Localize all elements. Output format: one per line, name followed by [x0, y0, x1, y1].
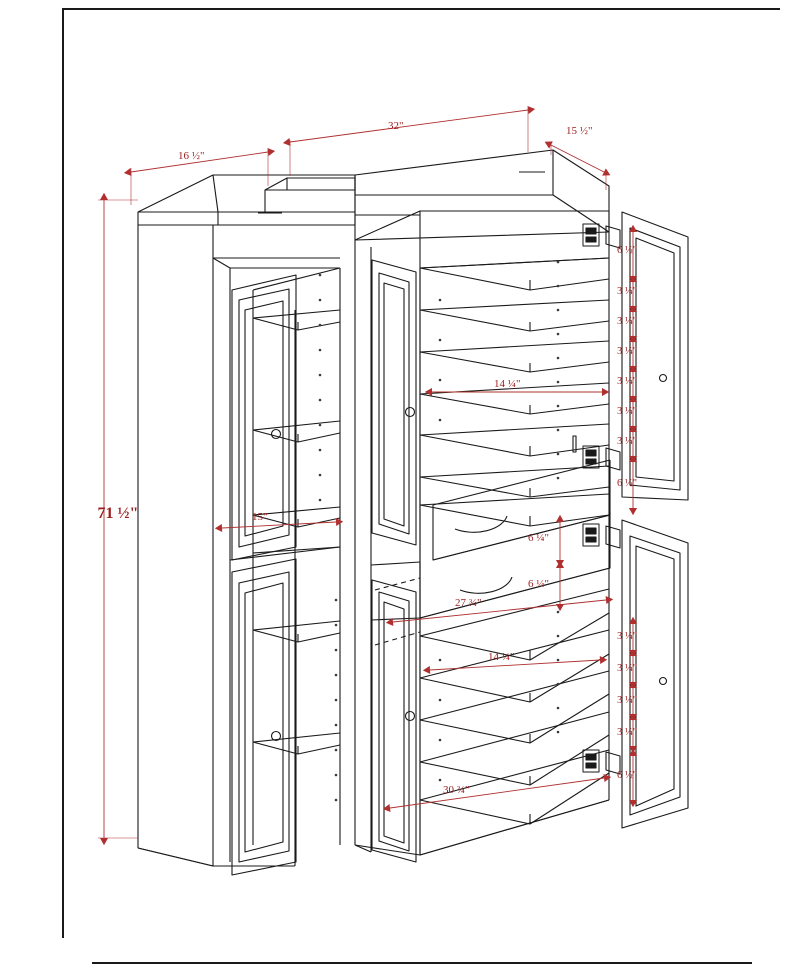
dimension-right-upper-0: 6 ½"	[617, 245, 638, 256]
dimension-overall-height: 71 ½"	[97, 505, 139, 522]
dimension-right-lower-4: 6 ½"	[617, 770, 638, 781]
dimension-right-lower-1: 3 ¼"	[617, 663, 638, 674]
dimension-top-depth-right: 15 ½"	[566, 125, 593, 137]
dimension-right-upper-2: 3 ¼"	[617, 316, 638, 327]
dimension-right-upper-3: 3 ¼"	[617, 346, 638, 357]
dimension-drawer-height-0: 6 ¼"	[528, 532, 549, 544]
dimension-bottom-interior-width: 30 ¾"	[443, 784, 470, 796]
dimension-right-upper-6: 3 ¼"	[617, 436, 638, 447]
dimension-right-lower-2: 3 ¼"	[617, 695, 638, 706]
dimension-right-upper-5: 3 ¼"	[617, 406, 638, 417]
dimension-right-lower-3: 3 ¼"	[617, 727, 638, 738]
dimension-drawer-width: 27 ¾"	[455, 597, 482, 609]
dimension-drawer-height-1: 6 ¼"	[528, 578, 549, 590]
dimension-right-upper-1: 3 ¼"	[617, 286, 638, 297]
dimension-shelf-width-lower: 14 ¼"	[488, 651, 515, 663]
dimension-shelf-width-upper: 14 ¼"	[494, 378, 521, 390]
dimension-top-width-main: 32"	[388, 120, 404, 132]
dimension-right-upper-4: 3 ¼"	[617, 376, 638, 387]
dimension-top-depth-left: 16 ½"	[178, 150, 205, 162]
dimension-right-upper-7: 6 ½"	[617, 478, 638, 489]
dimension-left-interior-width: 15"	[252, 511, 268, 523]
dimension-right-lower-0: 3 ¼"	[617, 631, 638, 642]
